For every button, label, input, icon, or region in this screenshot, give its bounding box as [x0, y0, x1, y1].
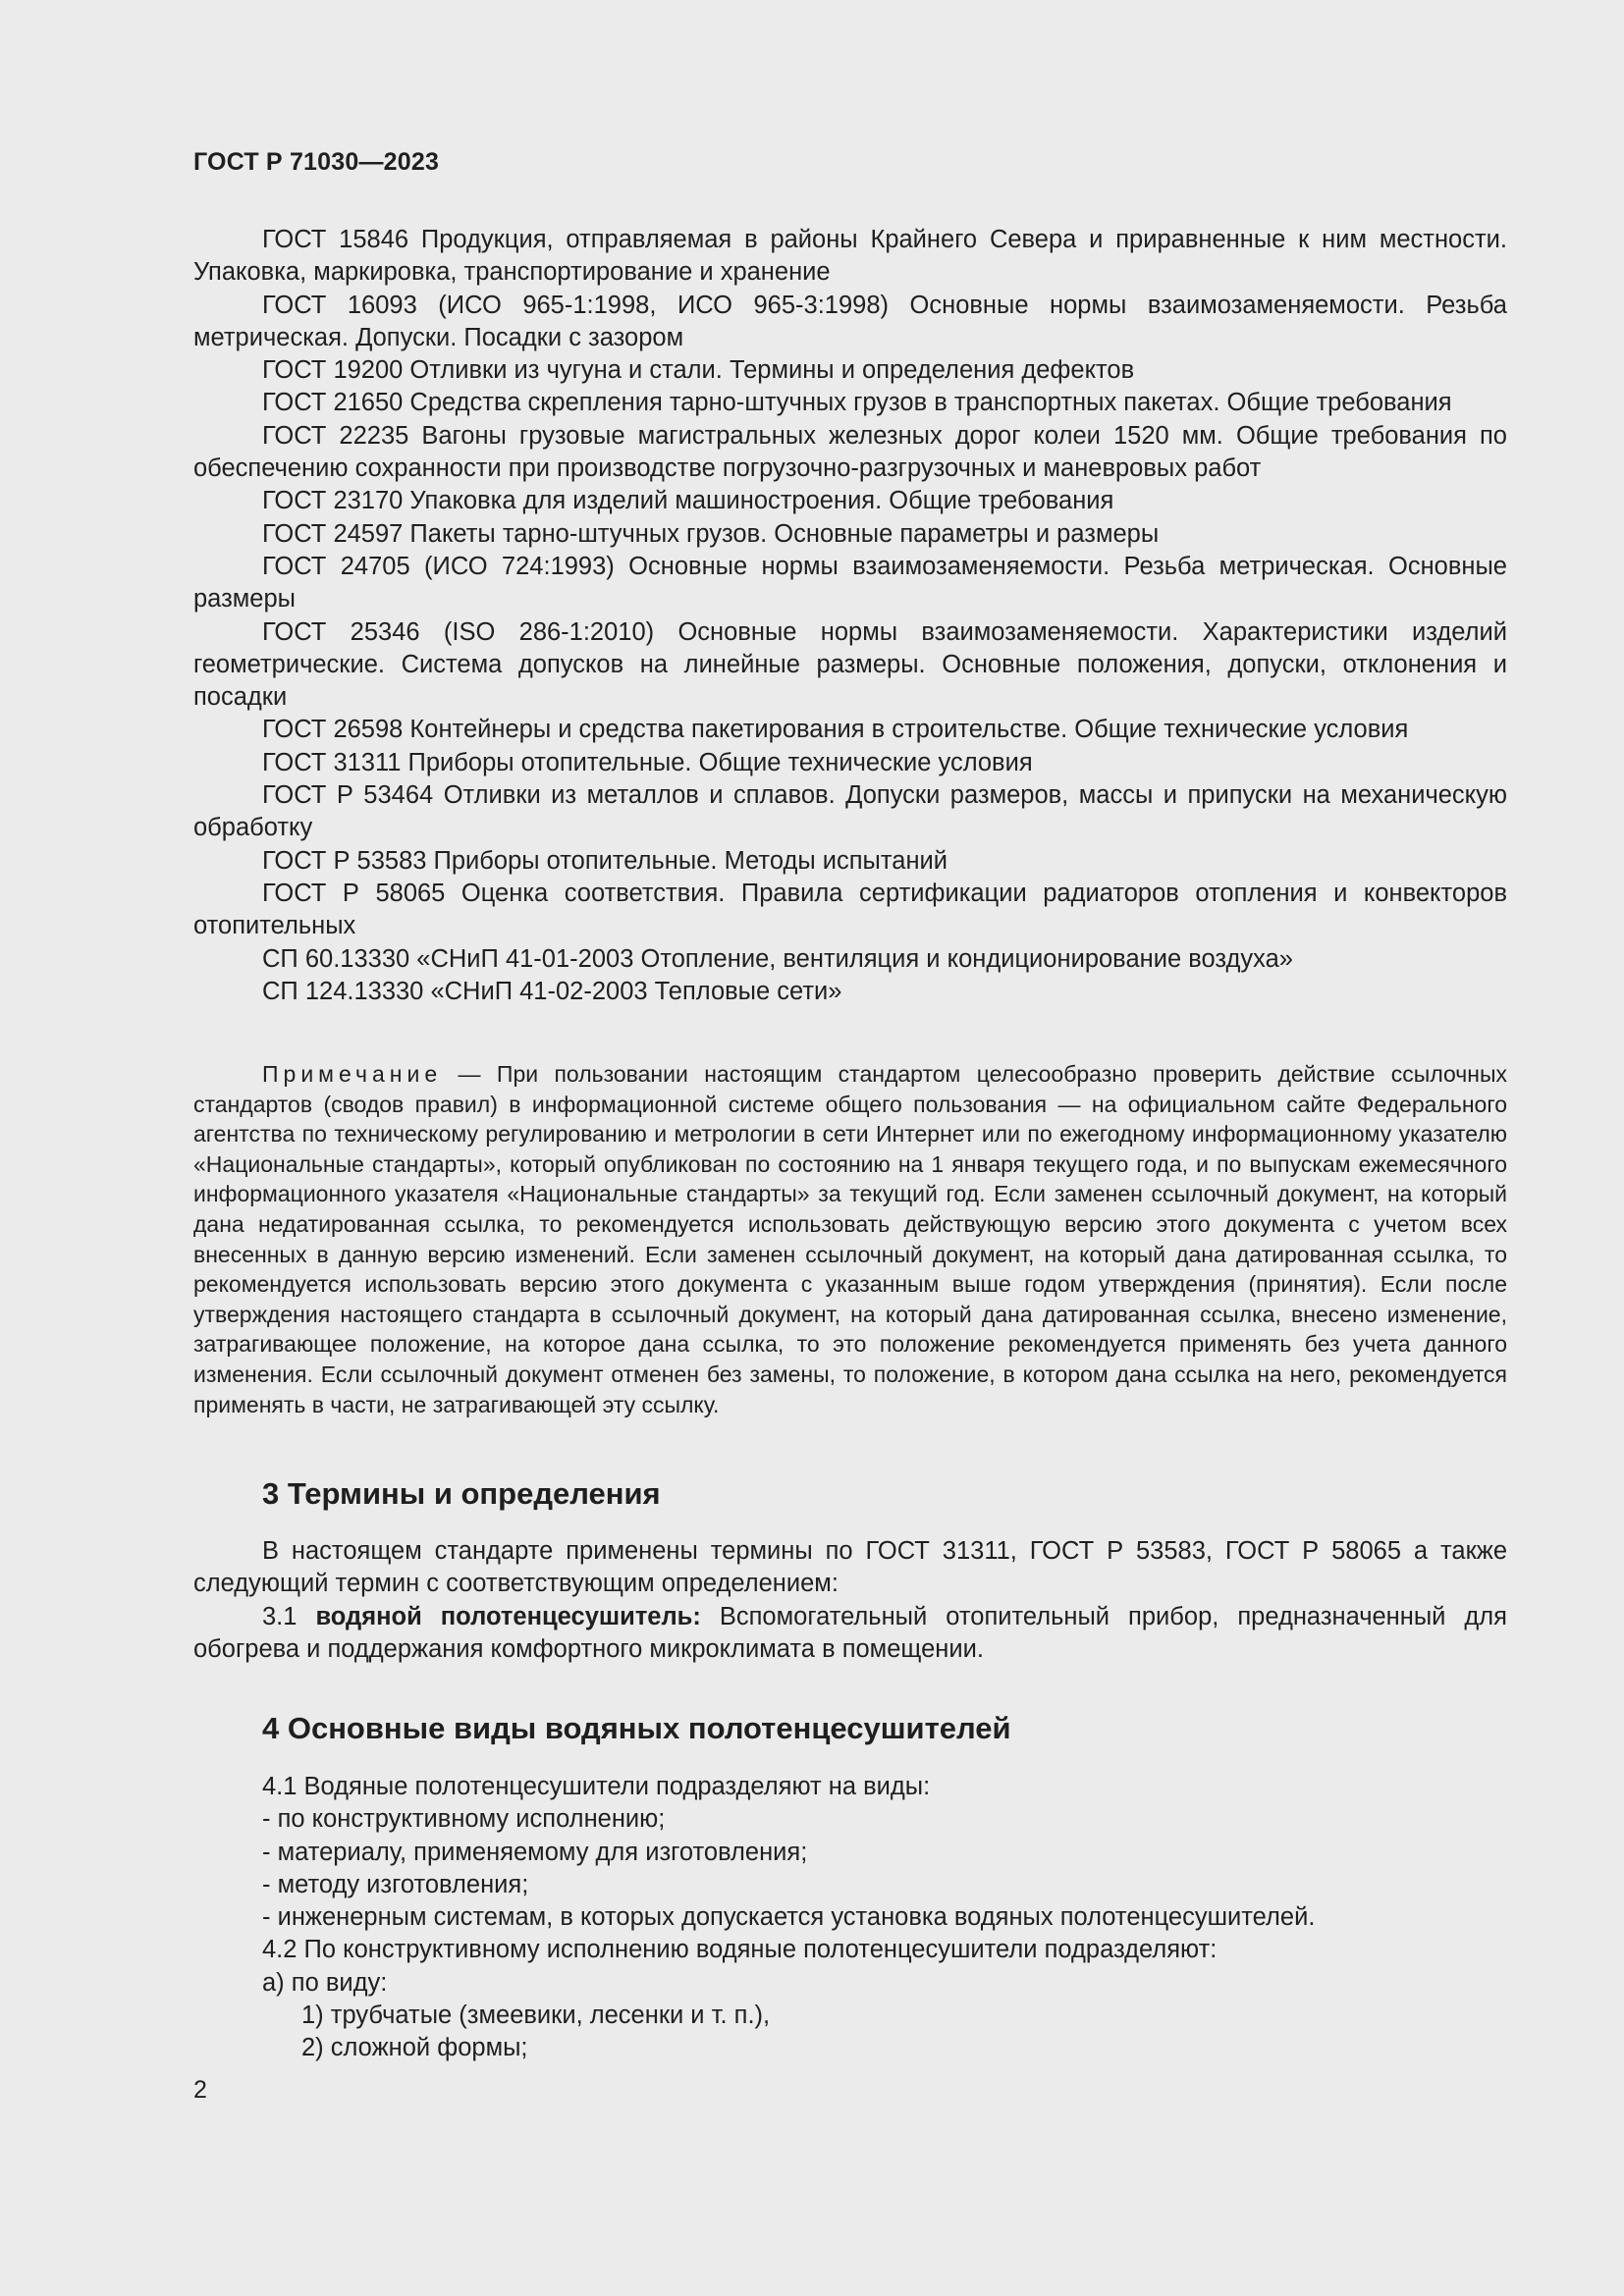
- normative-references-list: [193, 224, 1507, 1008]
- note-paragraph: [193, 1059, 1507, 1419]
- section-4-line: 4.1 Водяные полотенцесушители подразделяют на виды:: [262, 1773, 931, 1800]
- section-4-subline: 1) трубчатые (змеевики, лесенки и т. п.),: [301, 2002, 771, 2030]
- section-3-intro: В настоящем стандарте применены термины по ГОСТ 31311, ГОСТ Р 53583, ГОСТ Р 58065 а также следующий термин с соответствующим определением:: [193, 1537, 1507, 1598]
- section-4-line: - инженерным системам, в которых допускается установка водяных полотенцесушителей.: [262, 1903, 1316, 1932]
- document-page: [193, 0, 1507, 2296]
- reference-item: ГОСТ 16093 (ИСО 965-1:1998, ИСО 965-3:1998) Основные нормы взаимозаменяемости. Резьба метрическая. Допуски. Посадки с зазором: [193, 291, 1507, 351]
- document-code-header: ГОСТ Р 71030—2023: [193, 148, 440, 176]
- section-4-line: а) по виду:: [262, 1968, 388, 1997]
- reference-item: ГОСТ Р 53583 Приборы отопительные. Методы испытаний: [262, 846, 948, 875]
- reference-item: ГОСТ 21650 Средства скрепления тарно-штучных грузов в транспортных пакетах. Общие требования: [262, 389, 1452, 417]
- term-number: 3.1: [262, 1602, 316, 1630]
- reference-item: ГОСТ 31311 Приборы отопительные. Общие технические условия: [262, 748, 1033, 776]
- reference-item: ГОСТ 22235 Вагоны грузовые магистральных железных дорог колеи 1520 мм. Общие требования по обеспечению сохранности при производстве погрузочно-разгрузочных и маневровых работ: [193, 421, 1507, 483]
- section-4-line: - материалу, применяемому для изготовления;: [262, 1838, 808, 1866]
- section-4-line: - методу изготовления;: [262, 1870, 529, 1898]
- reference-item: СП 124.13330 «СНиП 41-02-2003 Тепловые сети»: [262, 977, 842, 1005]
- reference-item: ГОСТ 24597 Пакеты тарно-штучных грузов. Основные параметры и размеры: [262, 519, 1160, 548]
- section-3-title: 3 Термины и определения: [262, 1476, 661, 1511]
- reference-item: ГОСТ 25346 (ISO 286-1:2010) Основные нормы взаимозаменяемости. Характеристики изделий геометрические. Система допусков на линейные размеры. Основные положения, допуски, отклонения и посадки: [193, 617, 1507, 712]
- page-number: 2: [193, 2076, 207, 2104]
- reference-item: ГОСТ Р 53464 Отливки из металлов и сплавов. Допуски размеров, массы и припуски на механическую обработку: [193, 781, 1507, 842]
- section-4-title: 4 Основные виды водяных полотенцесушителей: [262, 1711, 1011, 1745]
- reference-item: ГОСТ Р 58065 Оценка соответствия. Правила сертификации радиаторов отопления и конвекторов отопительных: [193, 879, 1507, 940]
- section-4-subline: 2) сложной формы;: [301, 2034, 528, 2062]
- reference-item: СП 60.13330 «СНиП 41-01-2003 Отопление, вентиляция и кондиционирование воздуха»: [262, 944, 1293, 973]
- reference-item: ГОСТ 15846 Продукция, отправляемая в районы Крайнего Севера и приравненные к ним местности. Упаковка, маркировка, транспортирование и хранение: [193, 226, 1507, 287]
- reference-item: ГОСТ 19200 Отливки из чугуна и стали. Термины и определения дефектов: [262, 356, 1135, 385]
- reference-item: ГОСТ 24705 (ИСО 724:1993) Основные нормы взаимозаменяемости. Резьба метрическая. Основные размеры: [193, 552, 1507, 614]
- term-definition-text: Вспомогательный отопительный прибор, предназначенный для обогрева и поддержания комфортного микроклимата в помещении.: [193, 1602, 1507, 1663]
- term-definition: [193, 1601, 1507, 1667]
- term-name: водяной полотенцесушитель:: [315, 1602, 701, 1630]
- note-dash: —: [442, 1061, 497, 1087]
- note-label: Примечание: [262, 1061, 443, 1087]
- section-4-line: - по конструктивному исполнению;: [262, 1805, 666, 1834]
- section-3-body: [193, 1535, 1507, 1666]
- reference-item: ГОСТ 23170 Упаковка для изделий машиностроения. Общие требования: [262, 487, 1114, 515]
- reference-item: ГОСТ 26598 Контейнеры и средства пакетирования в строительстве. Общие технические условия: [262, 716, 1409, 744]
- section-4-body: [193, 1771, 1507, 2065]
- section-4-line: 4.2 По конструктивному исполнению водяные полотенцесушители подразделяют:: [262, 1936, 1218, 1964]
- note-text: При пользовании настоящим стандартом целесообразно проверить действие ссылочных стандартов (сводов правил) в информационной системе общего пользования — на официальном сайте Федерального агентства по техническому регулированию и метрологии в сети Интернет или по ежегодному информационному указателю «Национальные стандарты», который опубликован по состоянию на 1 января текущего года, и по выпускам ежемесячного информационного указателя «Национальные стандарты» за текущий год. Если заменен ссылочный документ, на который дана недатированная ссылка, то рекомендуется использовать действующую версию этого документа с учетом всех внесенных в данную версию изменений. Если заменен ссылочный документ, на который дана датированная ссылка, то рекомендуется использовать версию этого документа с указанным выше годом утверждения (принятия). Если после утверждения настоящего стандарта в ссылочный документ, на который дана датированная ссылка, внесено изменение, затрагивающее положение, на которое дана ссылка, то это положение рекомендуется применять без учета данного изменения. Если ссылочный документ отменен без замены, то положение, в котором дана ссылка на него, рекомендуется применять в части, не затрагивающей эту ссылку.: [193, 1061, 1507, 1417]
